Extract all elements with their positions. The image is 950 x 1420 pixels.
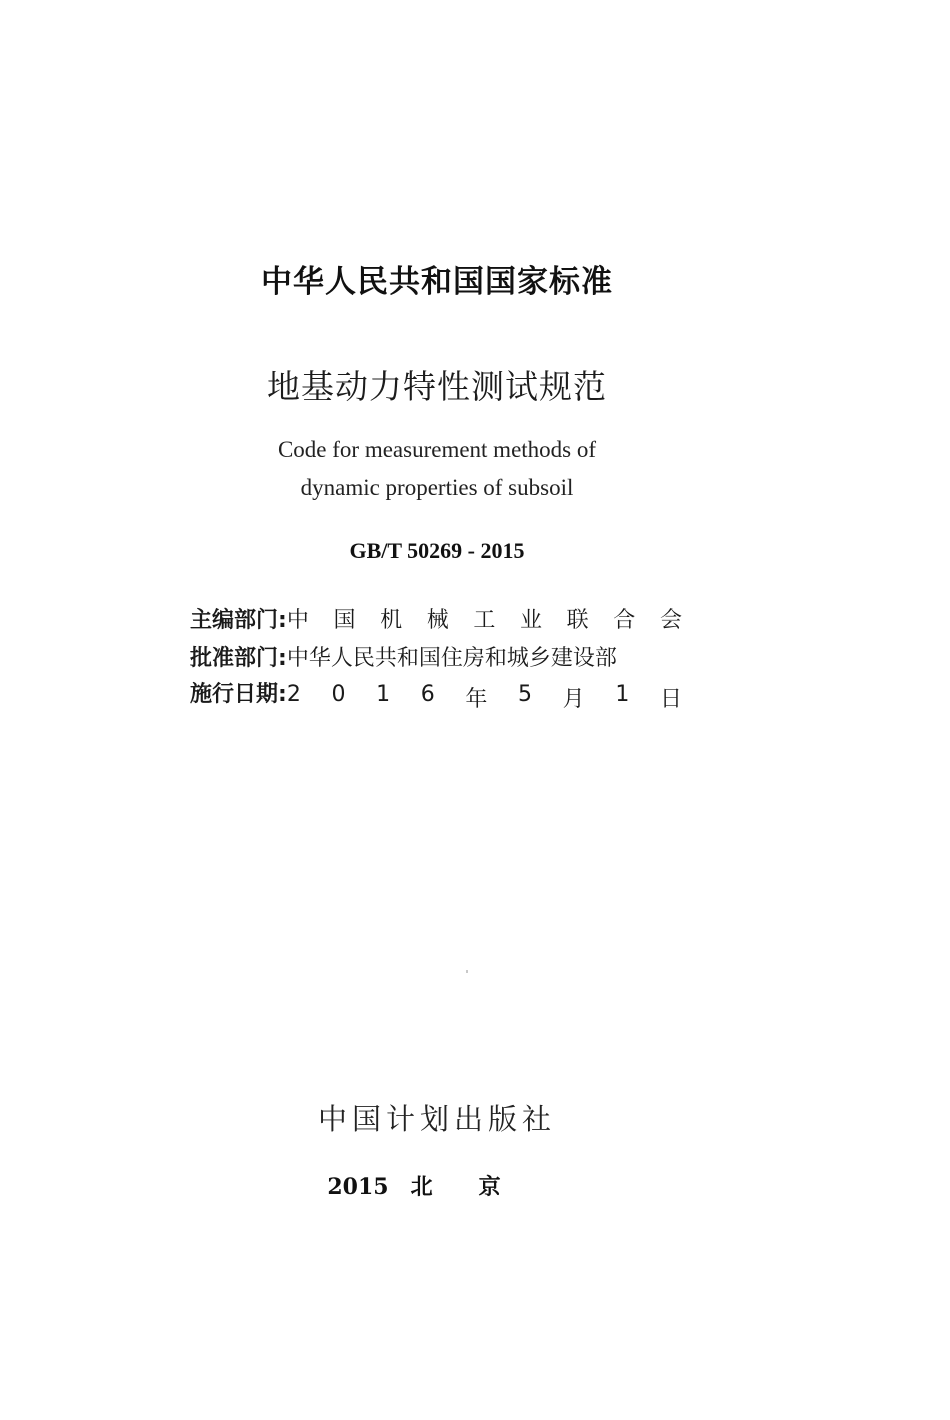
editor-department-label: 主编部门: [190,608,287,633]
editor-char: 中 [286,608,309,633]
publication-year-city [0,1170,874,1201]
date-char: 1 [376,682,391,707]
effective-date-value [287,682,682,713]
standard-title-english-line1: Code for measurement methods of [277,437,597,462]
editor-char: 工 [473,608,496,633]
publisher-name: 中国计划出版社 [317,1102,556,1136]
publication-city: 北京 [410,1174,547,1200]
standard-title-english-line2: dynamic properties of subsoil [300,475,574,500]
date-char: 2 [286,682,301,707]
date-char: 1 [615,682,630,707]
editor-department-row [190,603,682,634]
date-char: 5 [518,682,533,707]
editor-char: 业 [520,608,543,633]
editor-char: 合 [613,608,636,633]
national-standard-heading: 中华人民共和国国家标准 [261,264,613,300]
effective-date-row [190,677,682,713]
standard-code: GB/T 50269 - 2015 [349,538,525,563]
approver-department-row [190,641,682,672]
editor-char: 联 [566,608,589,633]
date-char: 日 [659,687,682,712]
editor-department-value [287,603,682,634]
date-char: 0 [331,682,346,707]
editor-char: 国 [333,608,356,633]
approver-department-value: 中华人民共和国住房和城乡建设部 [286,646,617,671]
date-char: 月 [562,687,585,712]
editor-char: 会 [659,608,682,633]
date-char: 年 [465,687,488,712]
approver-department-label: 批准部门: [190,646,287,671]
date-char: 6 [420,682,435,707]
publication-year: 2015 [327,1174,389,1200]
editor-char: 械 [426,608,449,633]
effective-date-label: 施行日期: [190,682,287,707]
standard-title-chinese: 地基动力特性测试规范 [267,367,607,406]
scan-speck [466,970,468,973]
editor-char: 机 [380,608,403,633]
